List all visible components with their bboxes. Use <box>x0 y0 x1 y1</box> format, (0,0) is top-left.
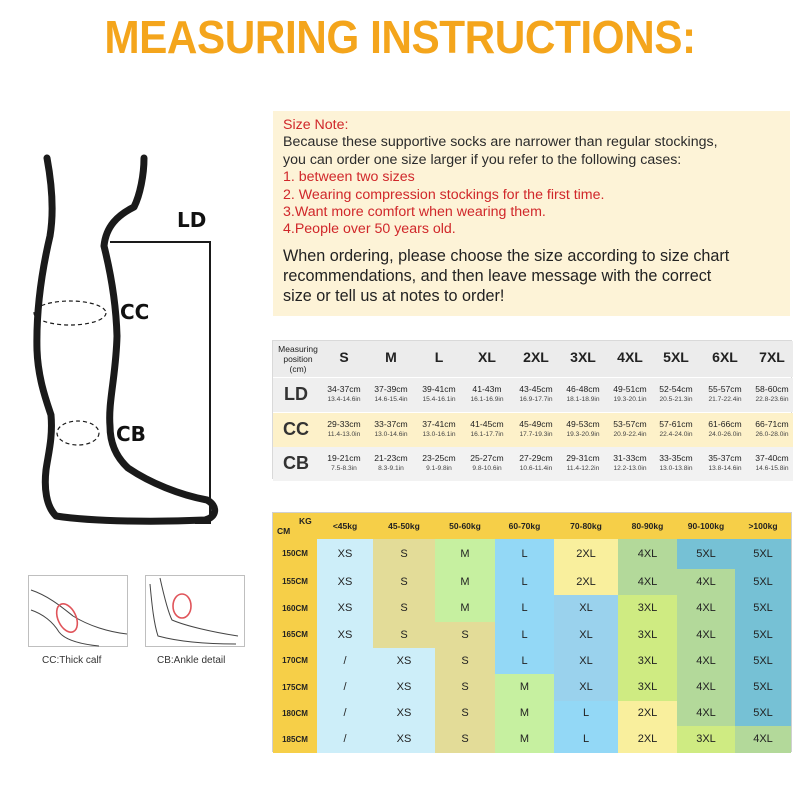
size-column-header: 6XL <box>712 349 738 365</box>
cell-cm-value: 45-49cm <box>519 419 553 429</box>
size-recommendation-cell: / <box>317 701 373 726</box>
size-recommendation-cell: 4XL <box>618 539 677 569</box>
height-row-header: 180CM <box>273 701 317 726</box>
ld-label: LD <box>177 208 207 232</box>
size-recommendation-cell: 2XL <box>618 701 677 726</box>
cell-inch-value: 10.6-11.4in <box>519 465 553 472</box>
cell-inch-value: 13.0-13.8in <box>659 465 693 472</box>
cell-cm-value: 61-66cm <box>708 419 742 429</box>
cell-cm-value: 37-39cm <box>374 384 408 394</box>
measuring-position-label <box>273 344 323 374</box>
thick-calf-detail-image <box>28 575 128 647</box>
size-chart-cell <box>464 413 510 439</box>
size-recommendation-cell: XS <box>373 648 435 674</box>
cell-inch-value: 9.8-10.6in <box>472 465 502 472</box>
size-recommendation-cell: 4XL <box>677 701 735 726</box>
cell-cm-value: 66-71cm <box>755 419 789 429</box>
weight-height-size-grid <box>272 512 792 752</box>
size-recommendation-cell: XS <box>373 726 435 753</box>
height-row-header: 155CM <box>273 569 317 595</box>
size-chart-cell <box>513 447 559 473</box>
page-title: MEASURING INSTRUCTIONS: <box>104 11 696 63</box>
cell-cm-value: 31-33cm <box>613 453 647 463</box>
size-recommendation-cell: M <box>495 674 554 701</box>
order-instruction: When ordering, please choose the size according to size chart <box>283 246 730 265</box>
cell-cm-value: 34-37cm <box>327 384 361 394</box>
size-chart-cell <box>368 378 414 404</box>
cell-cm-value: 39-41cm <box>422 384 456 394</box>
size-recommendation-cell: 4XL <box>618 569 677 595</box>
cell-cm-value: 21-23cm <box>374 453 408 463</box>
cell-cm-value: 37-40cm <box>755 453 789 463</box>
size-note-case: 4.People over 50 years old. <box>283 221 456 238</box>
row-position-label: CB <box>283 453 309 473</box>
cell-cm-value: 29-33cm <box>327 419 361 429</box>
size-recommendation-cell: S <box>435 648 495 674</box>
size-recommendation-cell: S <box>435 726 495 753</box>
size-recommendation-cell: 5XL <box>677 539 735 569</box>
weight-column-header: 70-80kg <box>554 513 618 539</box>
cell-inch-value: 19.3-20.9in <box>566 431 600 438</box>
cell-inch-value: 16.9-17.7in <box>519 396 553 403</box>
size-recommendation-cell: XL <box>554 595 618 622</box>
size-column-header: S <box>339 349 349 365</box>
cell-inch-value: 8.3-9.1in <box>378 465 404 472</box>
cell-cm-value: 55-57cm <box>708 384 742 394</box>
ld-bracket <box>110 242 210 523</box>
cell-cm-value: 49-53cm <box>566 419 600 429</box>
size-chart-cell <box>560 378 606 404</box>
size-chart-table <box>272 340 792 479</box>
size-chart-cell <box>607 447 653 473</box>
size-recommendation-cell: 5XL <box>735 674 791 701</box>
size-chart-cell <box>513 413 559 439</box>
size-recommendation-cell: 4XL <box>735 726 791 753</box>
cell-cm-value: 41-45cm <box>470 419 504 429</box>
size-chart-cell <box>416 413 462 439</box>
size-chart-cell <box>464 378 510 404</box>
leg-outline-diagram <box>20 150 250 540</box>
size-recommendation-cell: XS <box>373 701 435 726</box>
size-chart-cell <box>702 378 748 404</box>
size-recommendation-cell: M <box>495 726 554 753</box>
size-chart-cell <box>702 413 748 439</box>
size-chart-header <box>273 341 793 377</box>
size-chart-cell <box>513 378 559 404</box>
size-note-case: 3.Want more comfort when wearing them. <box>283 204 546 221</box>
cell-inch-value: 14.6-15.4in <box>374 396 408 403</box>
size-chart-cell <box>607 413 653 439</box>
cb-label: CB <box>116 422 146 446</box>
size-chart-cell <box>607 378 653 404</box>
weight-column-header: 90-100kg <box>677 513 735 539</box>
size-column-header: 4XL <box>617 349 643 365</box>
size-recommendation-cell: S <box>435 701 495 726</box>
size-chart-cell <box>653 447 699 473</box>
cell-cm-value: 23-25cm <box>422 453 456 463</box>
size-note-intro: you can order one size larger if you refer to the following cases: <box>283 151 682 168</box>
size-chart-cell <box>416 447 462 473</box>
cell-inch-value: 22.8-23.6in <box>755 396 789 403</box>
size-chart-cell <box>321 378 367 404</box>
size-recommendation-cell: 3XL <box>677 726 735 753</box>
size-column-header: 2XL <box>523 349 549 365</box>
size-recommendation-cell: XS <box>317 539 373 569</box>
size-chart-cell <box>749 378 795 404</box>
cell-inch-value: 19.3-20.1in <box>613 396 647 403</box>
cell-inch-value: 20.5-21.3in <box>659 396 693 403</box>
size-note-case: 2. Wearing compression stockings for the first time. <box>283 186 605 203</box>
cb-ellipse <box>57 421 99 445</box>
height-row-header: 160CM <box>273 595 317 622</box>
cell-inch-value: 16.1-16.9in <box>470 396 504 403</box>
cell-inch-value: 20.9-22.4in <box>613 431 647 438</box>
size-recommendation-cell: XL <box>554 648 618 674</box>
cell-inch-value: 13.8-14.6in <box>708 465 742 472</box>
size-recommendation-cell: XS <box>317 595 373 622</box>
size-recommendation-cell: S <box>373 595 435 622</box>
size-column-header: 3XL <box>570 349 596 365</box>
size-recommendation-cell: L <box>495 595 554 622</box>
weight-column-header: 50-60kg <box>435 513 495 539</box>
size-recommendation-cell: 3XL <box>618 622 677 648</box>
cell-inch-value: 13.0-14.6in <box>374 431 408 438</box>
cell-inch-value: 13.4-14.6in <box>327 396 361 403</box>
size-recommendation-cell: 3XL <box>618 595 677 622</box>
size-recommendation-cell: L <box>495 539 554 569</box>
size-column-header: 7XL <box>759 349 785 365</box>
ankle-detail-caption: CB:Ankle detail <box>157 655 226 666</box>
size-column-header: M <box>385 349 397 365</box>
weight-column-header: <45kg <box>317 513 373 539</box>
cell-inch-value: 13.0-16.1in <box>422 431 456 438</box>
cc-label: CC <box>120 300 150 324</box>
height-row-header: 185CM <box>273 726 317 753</box>
size-recommendation-cell: 5XL <box>735 539 791 569</box>
size-recommendation-cell: S <box>435 622 495 648</box>
size-chart-row-ld <box>273 378 793 412</box>
cell-cm-value: 19-21cm <box>327 453 361 463</box>
size-chart-cell <box>702 447 748 473</box>
size-note-intro: Because these supportive socks are narrower than regular stockings, <box>283 134 718 151</box>
size-recommendation-cell: L <box>495 569 554 595</box>
size-chart-cell <box>321 447 367 473</box>
height-row-header: 170CM <box>273 648 317 674</box>
size-recommendation-cell: 4XL <box>677 595 735 622</box>
cell-inch-value: 12.2-13.0in <box>613 465 647 472</box>
size-chart-cell <box>653 378 699 404</box>
corner-cm-label: CM <box>277 526 291 536</box>
corner-kg-label: KG <box>299 516 312 526</box>
cell-inch-value: 11.4-13.0in <box>327 431 361 438</box>
size-recommendation-cell: M <box>435 569 495 595</box>
cell-inch-value: 16.1-17.7in <box>470 431 504 438</box>
row-position-label: LD <box>284 384 308 404</box>
cell-cm-value: 49-51cm <box>613 384 647 394</box>
size-recommendation-cell: / <box>317 726 373 753</box>
size-recommendation-cell: L <box>554 701 618 726</box>
size-recommendation-cell: L <box>495 622 554 648</box>
size-note-heading: Size Note: <box>283 117 349 133</box>
size-recommendation-cell: XL <box>554 674 618 701</box>
size-chart-cell <box>560 413 606 439</box>
cell-inch-value: 21.7-22.4in <box>708 396 742 403</box>
cell-cm-value: 37-41cm <box>422 419 456 429</box>
size-recommendation-cell: 2XL <box>554 539 618 569</box>
height-row-header: 150CM <box>273 539 317 569</box>
size-recommendation-cell: XL <box>554 622 618 648</box>
size-recommendation-cell: 2XL <box>554 569 618 595</box>
size-chart-cell <box>368 447 414 473</box>
size-chart-cell <box>321 413 367 439</box>
size-recommendation-cell: L <box>495 648 554 674</box>
size-recommendation-cell: / <box>317 648 373 674</box>
cell-inch-value: 18.1-18.9in <box>566 396 600 403</box>
cell-cm-value: 33-37cm <box>374 419 408 429</box>
thick-calf-caption: CC:Thick calf <box>42 655 102 666</box>
size-recommendation-cell: 5XL <box>735 569 791 595</box>
size-recommendation-cell: 3XL <box>618 648 677 674</box>
weight-column-header: 60-70kg <box>495 513 554 539</box>
size-chart-cell <box>464 447 510 473</box>
cell-inch-value: 24.0-26.0in <box>708 431 742 438</box>
size-chart-cell <box>653 413 699 439</box>
size-recommendation-cell: M <box>495 701 554 726</box>
cell-inch-value: 14.6-15.8in <box>755 465 789 472</box>
weight-column-header: 45-50kg <box>373 513 435 539</box>
header-label-line: (cm) <box>289 364 307 374</box>
ankle-detail-image <box>145 575 245 647</box>
header-label-line: position <box>283 354 313 364</box>
size-column-header: L <box>434 349 444 365</box>
weight-column-header: >100kg <box>735 513 791 539</box>
size-chart-cell <box>560 447 606 473</box>
size-recommendation-cell: / <box>317 674 373 701</box>
size-recommendation-cell: M <box>435 539 495 569</box>
size-recommendation-cell: 4XL <box>677 648 735 674</box>
size-recommendation-cell: 4XL <box>677 622 735 648</box>
cell-inch-value: 17.7-19.3in <box>519 431 553 438</box>
row-position-label: CC <box>283 419 309 439</box>
cc-ellipse <box>34 301 106 325</box>
cell-cm-value: 46-48cm <box>566 384 600 394</box>
order-instruction: size or tell us at notes to order! <box>283 286 505 305</box>
cell-cm-value: 33-35cm <box>659 453 693 463</box>
cell-inch-value: 7.5-8.3in <box>331 465 357 472</box>
size-recommendation-cell: S <box>373 622 435 648</box>
size-recommendation-cell: S <box>435 674 495 701</box>
header-label-line: Measuring <box>278 344 318 354</box>
cell-inch-value: 15.4-16.1in <box>422 396 456 403</box>
size-chart-row-cb <box>273 447 793 481</box>
size-recommendation-cell: L <box>554 726 618 753</box>
cell-inch-value: 22.4-24.0in <box>659 431 693 438</box>
grid-corner-cell <box>273 513 317 539</box>
size-note-case: 1. between two sizes <box>283 169 415 186</box>
height-row-header: 175CM <box>273 674 317 701</box>
size-recommendation-cell: 4XL <box>677 674 735 701</box>
cell-inch-value: 9.1-9.8in <box>426 465 452 472</box>
size-chart-cell <box>416 378 462 404</box>
size-recommendation-cell: XS <box>317 569 373 595</box>
height-row-header: 165CM <box>273 622 317 648</box>
cell-cm-value: 52-54cm <box>659 384 693 394</box>
size-column-header: 5XL <box>663 349 689 365</box>
cell-cm-value: 53-57cm <box>613 419 647 429</box>
size-recommendation-cell: XS <box>373 674 435 701</box>
size-recommendation-cell: 5XL <box>735 648 791 674</box>
cell-inch-value: 11.4-12.2in <box>566 465 600 472</box>
size-chart-cell <box>368 413 414 439</box>
size-recommendation-cell: 5XL <box>735 701 791 726</box>
cell-cm-value: 35-37cm <box>708 453 742 463</box>
cell-cm-value: 43-45cm <box>519 384 553 394</box>
cell-cm-value: 27-29cm <box>519 453 553 463</box>
size-chart-row-cc <box>273 413 793 447</box>
cell-inch-value: 26.0-28.0in <box>755 431 789 438</box>
size-recommendation-cell: S <box>373 539 435 569</box>
size-chart-cell <box>749 447 795 473</box>
size-recommendation-cell: 4XL <box>677 569 735 595</box>
size-recommendation-cell: 2XL <box>618 726 677 753</box>
cell-cm-value: 58-60cm <box>755 384 789 394</box>
size-recommendation-cell: 3XL <box>618 674 677 701</box>
cell-cm-value: 57-61cm <box>659 419 693 429</box>
size-recommendation-cell: 5XL <box>735 595 791 622</box>
size-chart-cell <box>749 413 795 439</box>
cell-cm-value: 29-31cm <box>566 453 600 463</box>
size-recommendation-cell: XS <box>317 622 373 648</box>
size-recommendation-cell: M <box>435 595 495 622</box>
weight-column-header: 80-90kg <box>618 513 677 539</box>
size-recommendation-cell: 5XL <box>735 622 791 648</box>
cell-cm-value: 25-27cm <box>470 453 504 463</box>
size-note-box <box>273 111 790 316</box>
order-instruction: recommendations, and then leave message with the correct <box>283 266 712 285</box>
size-column-header: XL <box>478 349 496 365</box>
size-recommendation-cell: S <box>373 569 435 595</box>
cell-cm-value: 41-43m <box>472 384 502 394</box>
